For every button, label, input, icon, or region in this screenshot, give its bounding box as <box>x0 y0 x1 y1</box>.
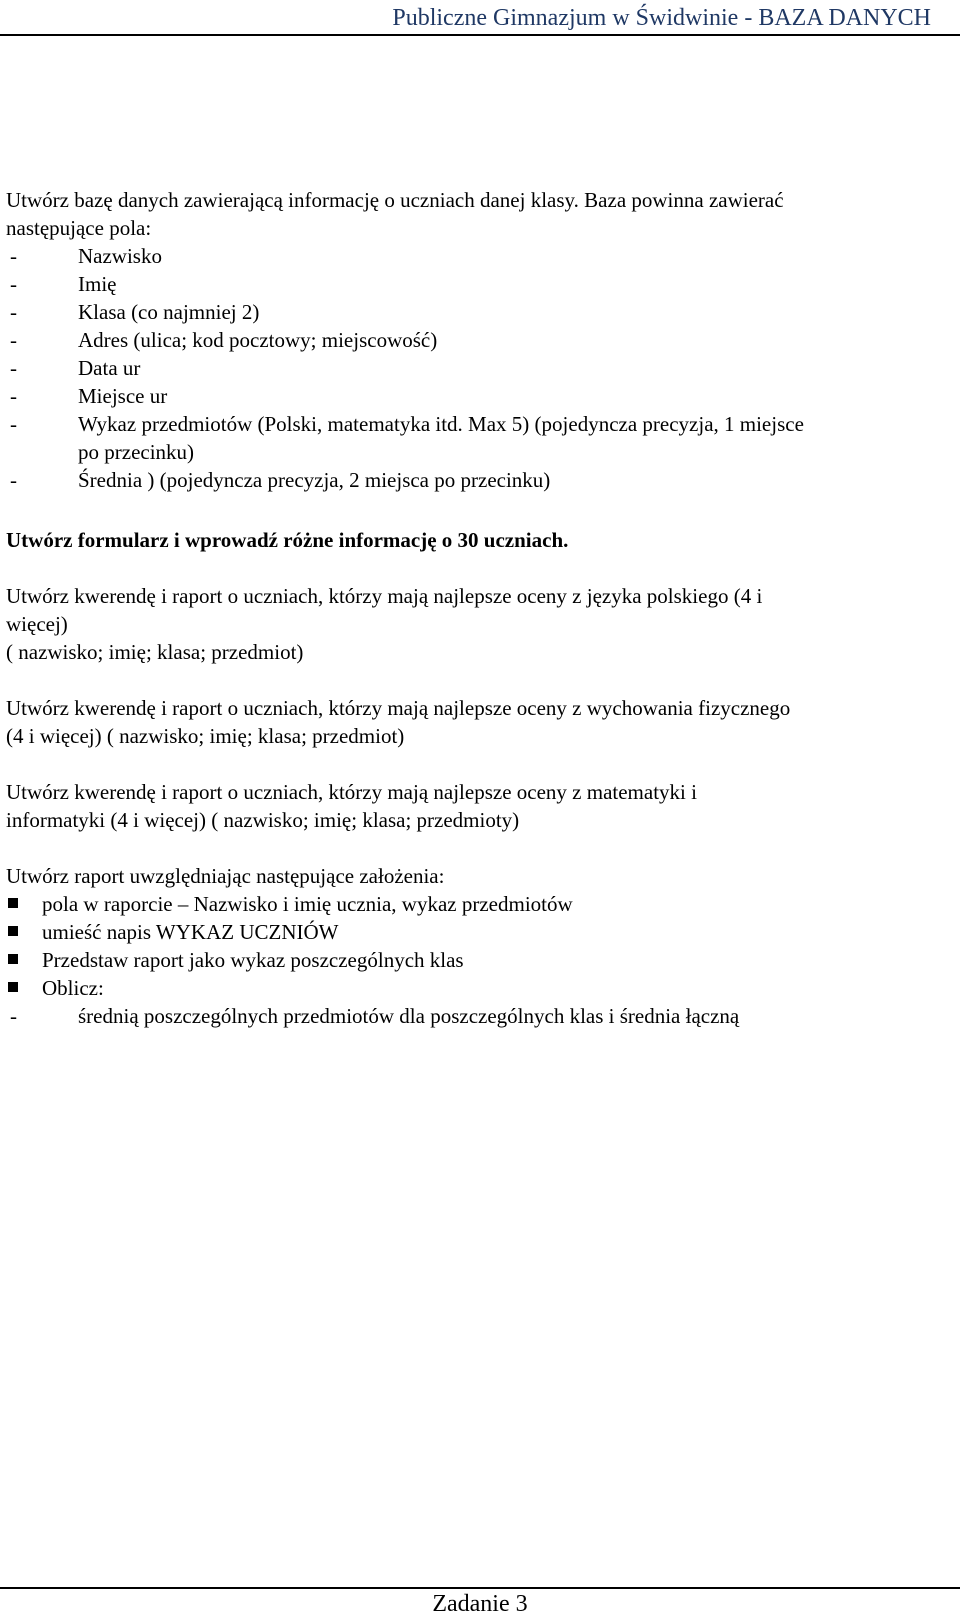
dash-marker: - <box>10 356 17 380</box>
report-intro: Utwórz raport uwzględniając następujące założenia: <box>6 864 445 888</box>
dash-marker: - <box>10 384 17 408</box>
report-sub-item <box>10 1002 739 1030</box>
header-title: Publiczne Gimnazjum w Świdwinie - BAZA DANYCH <box>392 5 931 31</box>
header-divider <box>0 34 960 36</box>
bullet-text: Oblicz: <box>42 976 104 1000</box>
page-footer: Zadanie 3 <box>432 1591 528 1617</box>
bullet-text: umieść napis WYKAZ UCZNIÓW <box>42 920 339 944</box>
square-bullet-icon <box>8 982 18 992</box>
page-header <box>0 0 960 38</box>
field-label: Klasa (co najmniej 2) <box>78 300 260 324</box>
field-label: Nazwisko <box>78 244 162 268</box>
dash-marker: - <box>10 328 17 352</box>
field-label: Wykaz przedmiotów (Polski, matematyka itd. Max 5) (pojedyncza precyzja, 1 miejsce <box>78 412 804 436</box>
field-item-imie <box>10 270 116 298</box>
dash-marker: - <box>10 244 17 268</box>
field-item-data-ur <box>10 354 140 382</box>
field-label: Średnia ) (pojedyncza precyzja, 2 miejsca po przecinku) <box>78 468 551 492</box>
field-item-miejsce-ur <box>10 382 167 410</box>
query-polish-line-1: Utwórz kwerendę i raport o uczniach, którzy mają najlepsze oceny z języka polskiego (4 i <box>6 584 763 608</box>
field-item-continuation: po przecinku) <box>78 440 195 464</box>
report-bullet-item <box>6 946 464 974</box>
report-bullet-item <box>6 890 573 918</box>
field-item-srednia <box>10 466 550 494</box>
bullet-text: Przedstaw raport jako wykaz poszczególnych klas <box>42 948 464 972</box>
field-item-wykaz-przedmiotow <box>10 410 804 438</box>
query-math-line-1: Utwórz kwerendę i raport o uczniach, którzy mają najlepsze oceny z matematyki i <box>6 780 697 804</box>
dash-marker: - <box>10 412 17 436</box>
query-polish-line-3: ( nazwisko; imię; klasa; przedmiot) <box>6 640 304 664</box>
square-bullet-icon <box>8 926 18 936</box>
dash-marker: - <box>10 468 17 492</box>
field-item-klasa <box>10 298 259 326</box>
query-polish-line-2: więcej) <box>6 612 68 636</box>
bullet-text: pola w raporcie – Nazwisko i imię ucznia, wykaz przedmiotów <box>42 892 573 916</box>
dash-marker: - <box>10 300 17 324</box>
field-label: Miejsce ur <box>78 384 168 408</box>
footer-divider <box>0 1587 960 1589</box>
dash-marker: - <box>10 1004 17 1028</box>
intro-line-2: następujące pola: <box>6 216 152 240</box>
dash-marker: - <box>10 272 17 296</box>
form-instruction: Utwórz formularz i wprowadź różne informację o 30 uczniach. <box>6 528 569 552</box>
field-label: Adres (ulica; kod pocztowy; miejscowość) <box>78 328 438 352</box>
report-bullet-item <box>6 974 104 1002</box>
sub-item-text: średnią poszczególnych przedmiotów dla poszczególnych klas i średnia łączną <box>78 1004 740 1028</box>
query-pe-line-1: Utwórz kwerendę i raport o uczniach, którzy mają najlepsze oceny z wychowania fizycznego <box>6 696 791 720</box>
field-item-nazwisko <box>10 242 162 270</box>
field-item-adres <box>10 326 437 354</box>
field-label: Data ur <box>78 356 141 380</box>
square-bullet-icon <box>8 898 18 908</box>
report-bullet-item <box>6 918 338 946</box>
query-math-line-2: informatyki (4 i więcej) ( nazwisko; imię; klasa; przedmioty) <box>6 808 520 832</box>
query-pe-line-2: (4 i więcej) ( nazwisko; imię; klasa; przedmiot) <box>6 724 405 748</box>
square-bullet-icon <box>8 954 18 964</box>
field-label: Imię <box>78 272 117 296</box>
intro-line-1: Utwórz bazę danych zawierającą informację o uczniach danej klasy. Baza powinna zawierać <box>6 188 784 212</box>
